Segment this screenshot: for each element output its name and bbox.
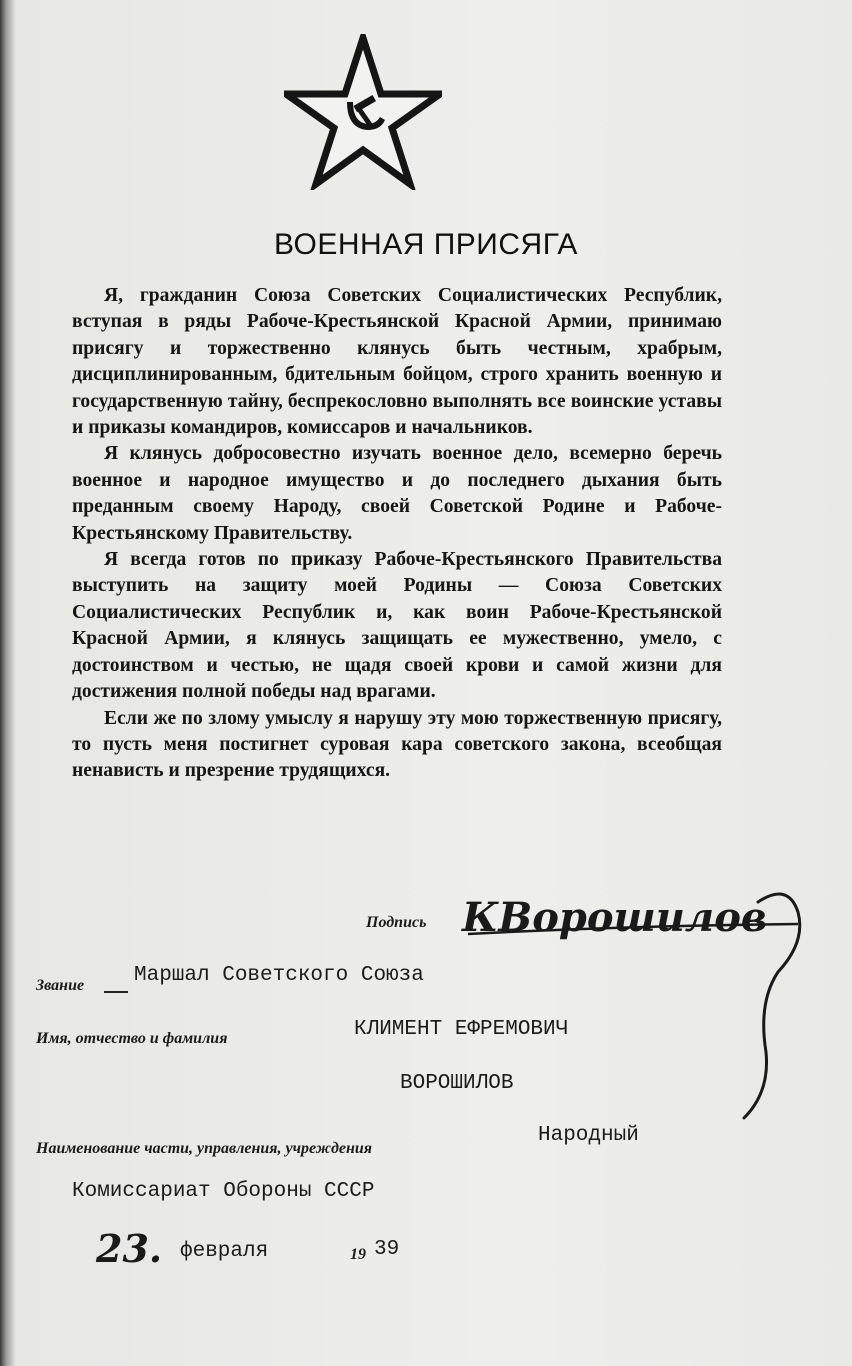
oath-paragraph: Я, гражданин Союза Советских Социалистических Республик, вступая в ряды Рабоче-Крестьянской Красной Армии, принимаю присягу и торжественно клянусь быть честным, храбрым, дисциплинированным, бдительным бойцом, строго хранить военную и государственную тайну, беспрекословно выполнять все воинские уставы и приказы командиров, комиссаров и начальников.: [72, 285, 722, 439]
red-star-hammer-sickle-icon: [284, 34, 442, 190]
rank-value: Маршал Советского Союза: [134, 964, 424, 987]
unit-label: Наименование части, управления, учреждения: [36, 1140, 373, 1157]
oath-paragraph: Если же по злому умыслу я нарушу эту мою торжественную присягу, то пусть меня постигнет суровая кара советского закона, всеобщая ненависть и презрение трудящихся.: [72, 707, 722, 782]
date-year-prefix: 19: [350, 1246, 366, 1263]
oath-paragraph: Я всегда готов по приказу Рабоче-Крестьянского Правительства выступить на защиту моей Родины — Союза Советских Социалистических Республик и, как воин Рабоче-Крестьянской Красной Армии, я клянусь защищать ее мужественно, умело, с достоинством и честью, не щадя своей крови и самой жизни для достижения полной победы над врагами.: [72, 549, 722, 703]
date-month: февраля: [180, 1240, 269, 1263]
oath-text: [72, 283, 722, 785]
name-value-first: КЛИМЕНТ ЕФРЕМОВИЧ: [354, 1018, 569, 1041]
date-day: 23.: [96, 1226, 163, 1271]
name-label: Имя, отчество и фамилия: [36, 1030, 228, 1047]
rank-underline: [104, 991, 128, 993]
signature-handwritten: КВорошилов: [462, 894, 768, 941]
name-value-last: ВОРОШИЛОВ: [400, 1072, 514, 1095]
unit-value-second: Комиссариат Обороны СССР: [72, 1180, 375, 1203]
unit-value-first: Народный: [538, 1124, 639, 1147]
signature-label: Подпись: [366, 914, 427, 931]
document-title: ВОЕННАЯ ПРИСЯГА: [274, 228, 578, 261]
rank-label: Звание: [36, 977, 85, 994]
date-year: 39: [374, 1238, 400, 1261]
oath-paragraph: Я клянусь добросовестно изучать военное дело, всемерно беречь военное и народное имущество и до последнего дыхания быть преданным своему Народу, своей Советской Родине и Рабоче-Крестьянскому Правительству.: [72, 443, 722, 544]
